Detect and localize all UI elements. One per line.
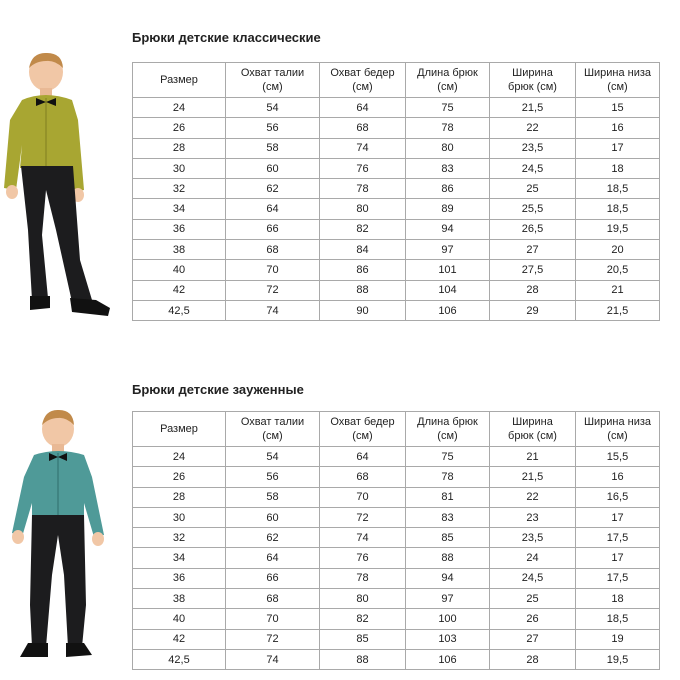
hips-cell: 80	[320, 199, 406, 219]
length-cell: 83	[406, 507, 490, 527]
slim-table-body	[133, 447, 660, 670]
hips-cell: 88	[320, 649, 406, 669]
table-row	[133, 568, 660, 588]
table-row	[133, 300, 660, 320]
size-cell: 28	[133, 138, 226, 158]
waist-cell: 74	[226, 300, 320, 320]
bottom-width-cell: 17,5	[576, 528, 660, 548]
size-cell: 38	[133, 589, 226, 609]
width-cell: 21,5	[490, 467, 576, 487]
table-row	[133, 118, 660, 138]
classic-size-table	[132, 62, 660, 321]
waist-cell: 70	[226, 609, 320, 629]
size-cell: 24	[133, 98, 226, 118]
hips-cell: 68	[320, 118, 406, 138]
length-cell: 78	[406, 118, 490, 138]
size-cell: 38	[133, 240, 226, 260]
length-cell: 88	[406, 548, 490, 568]
size-cell: 36	[133, 568, 226, 588]
size-cell: 24	[133, 447, 226, 467]
width-cell: 23,5	[490, 528, 576, 548]
bottom-width-cell: 19	[576, 629, 660, 649]
size-cell: 26	[133, 467, 226, 487]
bottom-width-cell: 18,5	[576, 179, 660, 199]
table-row	[133, 467, 660, 487]
waist-cell: 66	[226, 568, 320, 588]
waist-cell: 56	[226, 118, 320, 138]
size-cell: 34	[133, 548, 226, 568]
bottom-width-cell: 20	[576, 240, 660, 260]
bottom-width-cell: 17	[576, 548, 660, 568]
table-row	[133, 240, 660, 260]
hips-cell: 68	[320, 467, 406, 487]
classic-table-title: Брюки детские классические	[132, 30, 321, 45]
length-cell: 78	[406, 467, 490, 487]
length-cell: 103	[406, 629, 490, 649]
bottom-width-cell: 18	[576, 158, 660, 178]
waist-cell: 68	[226, 240, 320, 260]
waist-cell: 64	[226, 199, 320, 219]
length-cell: 106	[406, 300, 490, 320]
table-row	[133, 589, 660, 609]
classic-table-body	[133, 98, 660, 321]
size-cell: 34	[133, 199, 226, 219]
size-cell: 42	[133, 280, 226, 300]
hips-cell: 82	[320, 609, 406, 629]
bottom-width-cell: 17,5	[576, 568, 660, 588]
size-cell: 40	[133, 609, 226, 629]
hips-cell: 74	[320, 528, 406, 548]
waist-cell: 60	[226, 158, 320, 178]
waist-cell: 66	[226, 219, 320, 239]
width-cell: 28	[490, 649, 576, 669]
boy-slim-photo	[12, 405, 117, 667]
bottom-width-cell: 16,5	[576, 487, 660, 507]
table-row	[133, 158, 660, 178]
header-length: Длина брюк (см)	[406, 63, 490, 98]
bottom-width-cell: 18	[576, 589, 660, 609]
hips-cell: 70	[320, 487, 406, 507]
header-hips: Охват бедер (см)	[320, 412, 406, 447]
width-cell: 24,5	[490, 568, 576, 588]
size-cell: 26	[133, 118, 226, 138]
size-cell: 36	[133, 219, 226, 239]
table-row	[133, 487, 660, 507]
hips-cell: 88	[320, 280, 406, 300]
header-width: Ширина брюк (см)	[490, 412, 576, 447]
table-row	[133, 138, 660, 158]
width-cell: 25,5	[490, 199, 576, 219]
bottom-width-cell: 18,5	[576, 609, 660, 629]
length-cell: 97	[406, 240, 490, 260]
waist-cell: 54	[226, 98, 320, 118]
waist-cell: 58	[226, 487, 320, 507]
length-cell: 100	[406, 609, 490, 629]
size-cell: 32	[133, 528, 226, 548]
table-row	[133, 280, 660, 300]
header-bottom-width: Ширина низа (см)	[576, 63, 660, 98]
table-row	[133, 219, 660, 239]
table-row	[133, 629, 660, 649]
waist-cell: 62	[226, 179, 320, 199]
hips-cell: 78	[320, 568, 406, 588]
width-cell: 25	[490, 589, 576, 609]
slim-size-table	[132, 411, 660, 670]
hips-cell: 78	[320, 179, 406, 199]
header-length: Длина брюк (см)	[406, 412, 490, 447]
hips-cell: 86	[320, 260, 406, 280]
size-cell: 32	[133, 179, 226, 199]
waist-cell: 72	[226, 629, 320, 649]
header-size: Размер	[133, 63, 226, 98]
waist-cell: 68	[226, 589, 320, 609]
bottom-width-cell: 17	[576, 138, 660, 158]
width-cell: 21	[490, 447, 576, 467]
bottom-width-cell: 15	[576, 98, 660, 118]
width-cell: 26	[490, 609, 576, 629]
waist-cell: 74	[226, 649, 320, 669]
bottom-width-cell: 17	[576, 507, 660, 527]
waist-cell: 64	[226, 548, 320, 568]
hips-cell: 64	[320, 447, 406, 467]
bottom-width-cell: 21	[576, 280, 660, 300]
length-cell: 104	[406, 280, 490, 300]
size-cell: 42	[133, 629, 226, 649]
bottom-width-cell: 15,5	[576, 447, 660, 467]
header-width: Ширина брюк (см)	[490, 63, 576, 98]
length-cell: 75	[406, 447, 490, 467]
width-cell: 29	[490, 300, 576, 320]
hips-cell: 64	[320, 98, 406, 118]
waist-cell: 72	[226, 280, 320, 300]
length-cell: 80	[406, 138, 490, 158]
header-size: Размер	[133, 412, 226, 447]
bottom-width-cell: 16	[576, 118, 660, 138]
length-cell: 89	[406, 199, 490, 219]
width-cell: 27,5	[490, 260, 576, 280]
bottom-width-cell: 19,5	[576, 649, 660, 669]
width-cell: 21,5	[490, 98, 576, 118]
width-cell: 24	[490, 548, 576, 568]
hips-cell: 76	[320, 548, 406, 568]
hips-cell: 76	[320, 158, 406, 178]
hips-cell: 82	[320, 219, 406, 239]
table-row	[133, 447, 660, 467]
width-cell: 26,5	[490, 219, 576, 239]
length-cell: 101	[406, 260, 490, 280]
header-waist: Охват талии (см)	[226, 412, 320, 447]
hips-cell: 74	[320, 138, 406, 158]
slim-table-title: Брюки детские зауженные	[132, 382, 304, 397]
width-cell: 25	[490, 179, 576, 199]
table-row	[133, 260, 660, 280]
bottom-width-cell: 18,5	[576, 199, 660, 219]
table-row	[133, 98, 660, 118]
width-cell: 27	[490, 629, 576, 649]
hips-cell: 72	[320, 507, 406, 527]
width-cell: 22	[490, 487, 576, 507]
width-cell: 22	[490, 118, 576, 138]
length-cell: 81	[406, 487, 490, 507]
header-hips: Охват бедер (см)	[320, 63, 406, 98]
header-waist: Охват талии (см)	[226, 63, 320, 98]
header-bottom-width: Ширина низа (см)	[576, 412, 660, 447]
table-row	[133, 609, 660, 629]
header-row	[133, 63, 660, 98]
waist-cell: 54	[226, 447, 320, 467]
size-cell: 30	[133, 507, 226, 527]
length-cell: 94	[406, 219, 490, 239]
waist-cell: 60	[226, 507, 320, 527]
waist-cell: 56	[226, 467, 320, 487]
width-cell: 23	[490, 507, 576, 527]
table-row	[133, 528, 660, 548]
table-row	[133, 548, 660, 568]
size-cell: 30	[133, 158, 226, 178]
size-cell: 42,5	[133, 649, 226, 669]
length-cell: 106	[406, 649, 490, 669]
width-cell: 27	[490, 240, 576, 260]
size-cell: 28	[133, 487, 226, 507]
boy-classic-photo	[0, 50, 115, 322]
waist-cell: 70	[226, 260, 320, 280]
hips-cell: 80	[320, 589, 406, 609]
bottom-width-cell: 16	[576, 467, 660, 487]
table-row	[133, 199, 660, 219]
waist-cell: 62	[226, 528, 320, 548]
slim-section	[0, 350, 680, 680]
bottom-width-cell: 21,5	[576, 300, 660, 320]
header-row	[133, 412, 660, 447]
length-cell: 75	[406, 98, 490, 118]
hips-cell: 90	[320, 300, 406, 320]
size-cell: 42,5	[133, 300, 226, 320]
table-row	[133, 507, 660, 527]
length-cell: 97	[406, 589, 490, 609]
length-cell: 94	[406, 568, 490, 588]
table-row	[133, 179, 660, 199]
length-cell: 85	[406, 528, 490, 548]
width-cell: 24,5	[490, 158, 576, 178]
bottom-width-cell: 20,5	[576, 260, 660, 280]
waist-cell: 58	[226, 138, 320, 158]
table-row	[133, 649, 660, 669]
hips-cell: 84	[320, 240, 406, 260]
length-cell: 86	[406, 179, 490, 199]
length-cell: 83	[406, 158, 490, 178]
width-cell: 28	[490, 280, 576, 300]
size-cell: 40	[133, 260, 226, 280]
hips-cell: 85	[320, 629, 406, 649]
width-cell: 23,5	[490, 138, 576, 158]
bottom-width-cell: 19,5	[576, 219, 660, 239]
